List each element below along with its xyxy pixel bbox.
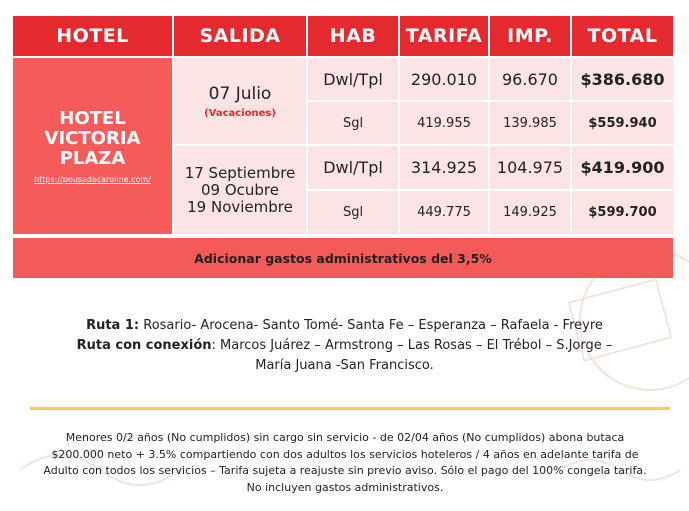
hotel-link[interactable]: https://pousadacaroline.com/ [34,174,151,184]
departure-1-note: (Vacaciones) [204,107,276,119]
header-hotel: HOTEL [13,16,172,56]
departure-2-date-1: 17 Septiembre [184,163,296,182]
header-total: TOTAL [572,16,673,56]
tarifa-value: 449.775 [400,191,488,234]
divider-line [30,407,670,410]
imp-value: 149.925 [490,191,570,234]
total-value: $559.940 [572,102,673,144]
room-type: Dwl/Tpl [308,58,398,100]
imp-value: 104.975 [490,146,570,189]
hotel-name-line3: PLAZA [59,147,126,169]
total-value: $386.680 [572,58,673,100]
conditions-text: Menores 0/2 años (No cumplidos) sin cargo sin servicio - de 02/04 años (No cumplidos) abona butaca $200.000 neto + 3.5% compartiendo con dos adultos los servicios hoteleros / 4 años en adelante tarifa de Adulto con todos los servicios – Tarifa sujeta a reajuste sin previo aviso. Sólo el pago del 100% congela tarifa. No incluyen gastos administrativos. [43,431,647,494]
hotel-cell [13,58,172,234]
header-hab: HAB [308,16,398,56]
header-salida: SALIDA [174,16,306,56]
room-type: Sgl [308,102,398,144]
routes-block [20,316,669,376]
departure-2-cell [174,146,306,234]
total-value: $599.700 [572,191,673,234]
route-1-label: Ruta 1: [86,318,140,333]
tarifa-value: 419.955 [400,102,488,144]
tarifa-value: 290.010 [400,58,488,100]
rates-table [13,16,673,278]
header-imp: IMP. [490,16,570,56]
imp-value: 139.985 [490,102,570,144]
total-value: $419.900 [572,146,673,189]
room-type: Dwl/Tpl [308,146,398,189]
room-type: Sgl [308,191,398,234]
departure-1-cell [174,58,306,144]
hotel-name-line2: VICTORIA [44,127,141,149]
tarifa-value: 314.925 [400,146,488,189]
header-tarifa: TARIFA [400,16,488,56]
route-2-line [20,336,669,356]
hotel-name-line1: HOTEL [59,107,126,129]
route-1-line [20,316,669,336]
admin-fee-note: Adicionar gastos administrativos del 3,5% [13,238,673,278]
imp-value: 96.670 [490,58,570,100]
departure-1-date: 07 Julio [208,83,272,104]
route-2-line-2: María Juana -San Francisco. [255,358,434,373]
route-2-label: Ruta con conexión [76,338,212,353]
departure-2-date-2: 09 Ocubre [200,180,279,199]
route-2-text: : Marcos Juárez – Armstrong – Las Rosas – El Trébol – S.Jorge – [211,338,613,353]
route-1-text: Rosario- Arocena- Santo Tomé- Santa Fe – Esperanza – Rafaela - Freyre [139,318,603,333]
departure-2-date-3: 19 Noviembre [187,197,293,216]
